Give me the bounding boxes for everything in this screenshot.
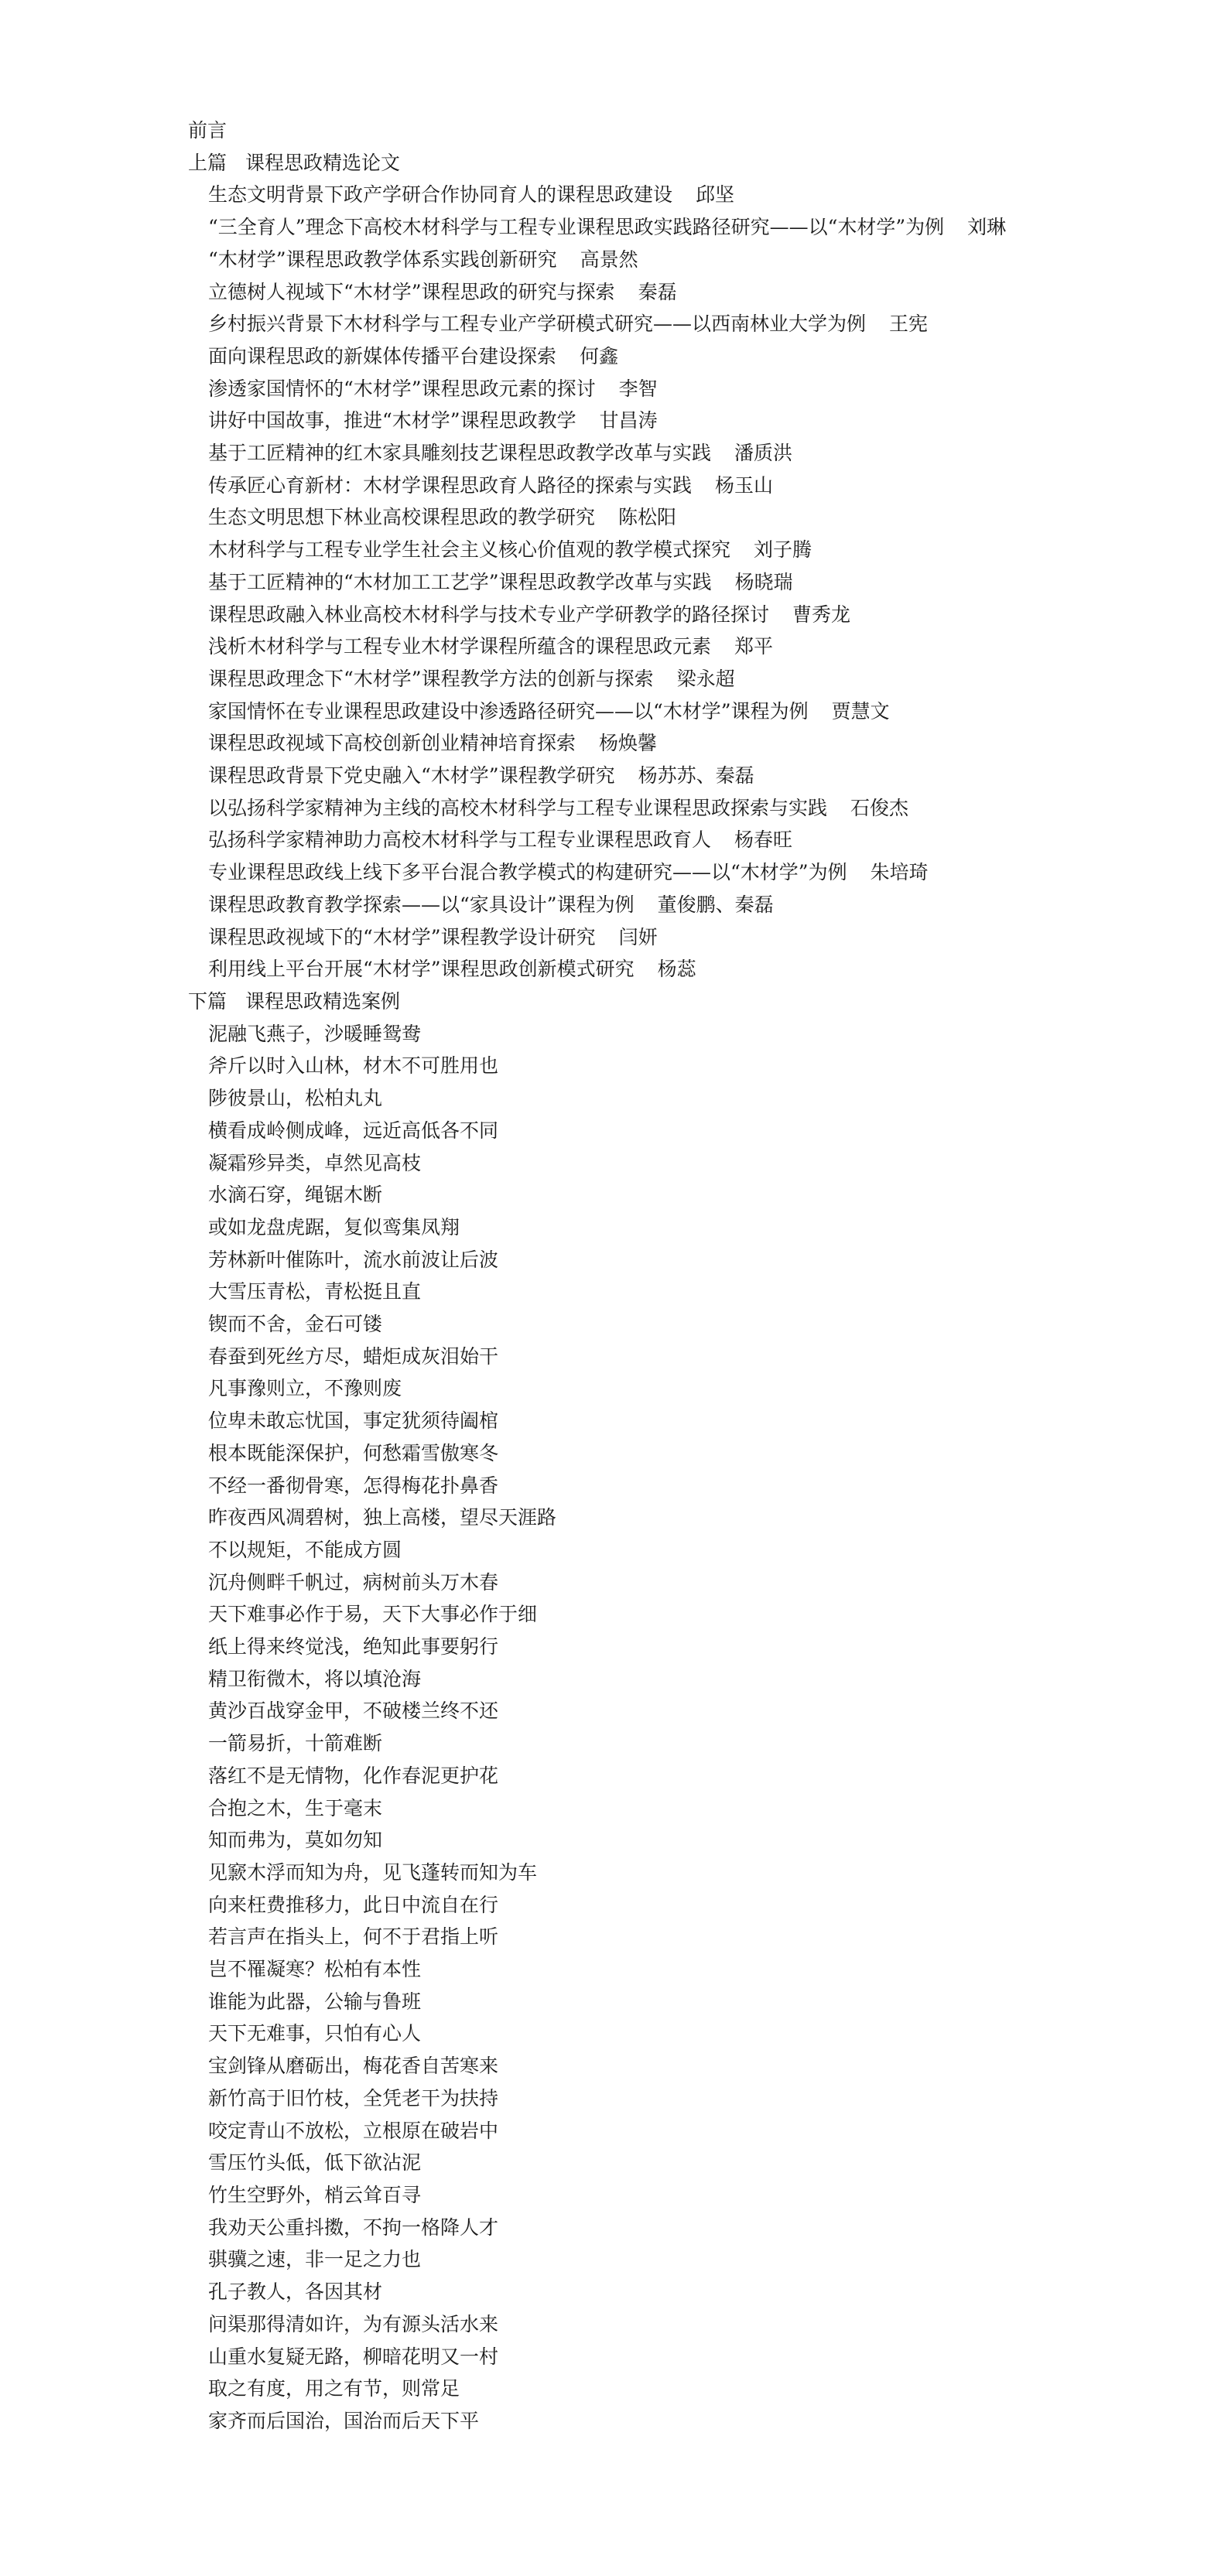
table-of-contents	[188, 114, 1055, 2438]
toc-entry-paper	[188, 373, 1055, 405]
entry-author: 曹秀龙	[792, 603, 851, 626]
toc-entry-paper	[188, 566, 1055, 599]
lower-part-label: 下篇	[188, 989, 227, 1013]
entry-title: 课程思政融入林业高校木材科学与技术专业产学研教学的路径探讨	[208, 603, 770, 626]
entry-title: 生态文明思想下林业高校课程思政的教学研究	[208, 506, 596, 529]
toc-entry-case: 山重水复疑无路，柳暗花明又一村	[208, 2345, 499, 2368]
toc-entry-paper	[188, 534, 1055, 566]
entry-title: 渗透家国情怀的“木材学”课程思政元素的探讨	[208, 377, 596, 400]
toc-entry-case: 合抱之木，生于毫末	[208, 1796, 383, 1819]
entry-title: 基于工匠精神的“木材加工工艺学”课程思政教学改革与实践	[208, 570, 712, 593]
entry-author: 陈松阳	[618, 506, 677, 529]
entry-author: 邱坚	[696, 183, 735, 207]
entry-title: 生态文明背景下政产学研合作协同育人的课程思政建设	[208, 183, 673, 207]
upper-part-heading	[188, 147, 1055, 179]
toc-entry-paper	[188, 276, 1055, 309]
entry-author: 杨蕊	[657, 958, 696, 981]
toc-entry-case: 不以规矩，不能成方圆	[208, 1538, 402, 1561]
toc-entry-case: 根本既能深保护，何愁霜雪傲寒冬	[208, 1441, 499, 1464]
entry-author: 杨苏苏、秦磊	[638, 764, 754, 787]
toc-entry-case: 锲而不舍，金石可镂	[208, 1313, 383, 1336]
lower-part-heading	[188, 986, 1055, 1018]
toc-entry-paper	[188, 630, 1055, 663]
toc-entry-case: 陟彼景山，松柏丸丸	[208, 1087, 383, 1110]
entry-title: 专业课程思政线上线下多平台混合教学模式的构建研究——以“木材学”为例	[208, 861, 847, 884]
toc-entry-case: 骐骥之速，非一足之力也	[208, 2248, 422, 2271]
toc-entry-paper	[188, 179, 1055, 211]
entry-title: 课程思政理念下“木材学”课程教学方法的创新与探索	[208, 667, 654, 690]
toc-entry-paper	[188, 953, 1055, 986]
toc-entry-case: 咬定青山不放松，立根原在破岩中	[208, 2119, 499, 2142]
toc-entry-case: 岂不罹凝寒？松柏有本性	[208, 1958, 422, 1981]
entry-title: 以弘扬科学家精神为主线的高校木材科学与工程专业课程思政探索与实践	[208, 796, 828, 819]
toc-entry-case: 大雪压青松，青松挺且直	[208, 1280, 422, 1303]
toc-entry-case: 天下难事必作于易，天下大事必作于细	[208, 1603, 538, 1626]
toc-entry-paper	[188, 211, 1055, 244]
toc-entry-case: 泥融飞燕子，沙暖睡鸳鸯	[208, 1022, 422, 1045]
entry-title: 课程思政背景下党史融入“木材学”课程教学研究	[208, 764, 615, 787]
toc-entry-case: 谁能为此器，公输与鲁班	[208, 1990, 422, 2013]
entry-title: 家国情怀在专业课程思政建设中渗透路径研究——以“木材学”课程为例	[208, 699, 809, 723]
entry-title: “三全育人”理念下高校木材科学与工程专业课程思政实践路径研究——以“木材学”为例	[208, 216, 945, 239]
toc-entry-case: 不经一番彻骨寒，怎得梅花扑鼻香	[208, 1474, 499, 1497]
entry-author: 杨焕馨	[599, 732, 658, 755]
toc-entry-case: 凝霜殄异类，卓然见高枝	[208, 1151, 422, 1174]
toc-entry-case: 黄沙百战穿金甲，不破楼兰终不还	[208, 1700, 499, 1723]
entry-author: 杨玉山	[715, 473, 774, 497]
upper-part-list	[188, 179, 1055, 986]
entry-author: 刘琳	[967, 216, 1007, 239]
toc-entry-paper	[188, 856, 1055, 889]
toc-entry-case: 芳林新叶催陈叶，流水前波让后波	[208, 1248, 499, 1271]
entry-author: 贾慧文	[831, 699, 890, 723]
toc-entry-case: 凡事豫则立，不豫则废	[208, 1377, 402, 1400]
toc-entry-case: 竹生空野外，梢云耸百寻	[208, 2184, 422, 2206]
toc-entry-case: 或如龙盘虎踞，复似鸾集凤翔	[208, 1215, 460, 1238]
toc-entry-case: 宝剑锋从磨砺出，梅花香自苦寒来	[208, 2055, 499, 2078]
entry-title: 乡村振兴背景下木材科学与工程专业产学研模式研究——以西南林业大学为例	[208, 313, 867, 336]
toc-entry-case: 取之有度，用之有节，则常足	[208, 2377, 460, 2400]
toc-entry-case: 春蚕到死丝方尽，蜡炬成灰泪始干	[208, 1344, 499, 1368]
entry-author: 刘子腾	[754, 538, 812, 562]
toc-entry-case: 问渠那得清如许，为有源头活水来	[208, 2312, 499, 2335]
toc-entry-case: 见窾木浮而知为舟，见飞蓬转而知为车	[208, 1860, 538, 1884]
toc-entry-case: 新竹高于旧竹枝，全凭老干为扶持	[208, 2086, 499, 2110]
entry-title: 基于工匠精神的红木家具雕刻技艺课程思政教学改革与实践	[208, 442, 712, 465]
entry-title: 立德树人视域下“木材学”课程思政的研究与探索	[208, 280, 615, 303]
toc-entry-paper	[188, 824, 1055, 856]
toc-entry-paper	[188, 727, 1055, 760]
entry-title: 课程思政教育教学探索——以“家具设计”课程为例	[208, 893, 635, 916]
entry-title: 传承匠心育新材：木材学课程思政育人路径的探索与实践	[208, 473, 693, 497]
toc-entry-paper	[188, 792, 1055, 825]
toc-entry-case: 向来枉费推移力，此日中流自在行	[208, 1893, 499, 1916]
entry-title: 浅析木材科学与工程专业木材学课程所蕴含的课程思政元素	[208, 635, 712, 658]
toc-entry-paper	[188, 470, 1055, 502]
entry-author: 李智	[618, 377, 658, 400]
entry-title: 利用线上平台开展“木材学”课程思政创新模式研究	[208, 958, 635, 981]
toc-entry-paper	[188, 889, 1055, 921]
toc-entry-paper	[188, 405, 1055, 437]
toc-entry-case: 横看成岭侧成峰，远近高低各不同	[208, 1119, 499, 1142]
entry-author: 秦磊	[638, 280, 677, 303]
toc-entry-case: 纸上得来终觉浅，绝知此事要躬行	[208, 1635, 499, 1659]
upper-part-title: 课程思政精选论文	[245, 151, 401, 174]
toc-entry-paper	[188, 501, 1055, 534]
toc-entry-case: 孔子教人，各因其材	[208, 2280, 383, 2304]
toc-entry-case: 水滴石穿，绳锯木断	[208, 1184, 383, 1207]
entry-title: “木材学”课程思政教学体系实践创新研究	[208, 248, 557, 271]
entry-author: 杨晓瑞	[734, 570, 793, 593]
toc-entry-paper	[188, 599, 1055, 631]
toc-entry-case: 知而弗为，莫如勿知	[208, 1829, 383, 1852]
entry-author: 闫妍	[618, 925, 658, 948]
entry-title: 讲好中国故事，推进“木材学”课程思政教学	[208, 409, 576, 432]
toc-entry-paper	[188, 921, 1055, 954]
entry-title: 木材科学与工程专业学生社会主义核心价值观的教学模式探究	[208, 538, 731, 562]
entry-author: 董俊鹏、秦磊	[657, 893, 774, 916]
upper-part-label: 上篇	[188, 151, 227, 174]
entry-author: 何鑫	[580, 344, 619, 367]
toc-entry-case: 昨夜西风凋碧树，独上高楼，望尽天涯路	[208, 1506, 557, 1529]
toc-entry-case: 家齐而后国治，国治而后天下平	[208, 2409, 480, 2432]
toc-entry-paper	[188, 663, 1055, 695]
toc-entry-case: 天下无难事，只怕有心人	[208, 2022, 422, 2045]
entry-author: 石俊杰	[850, 796, 909, 819]
toc-entry-case: 沉舟侧畔千帆过，病树前头万木春	[208, 1570, 499, 1594]
lower-part-list	[188, 1018, 1055, 2438]
toc-entry-case: 斧斤以时入山林，材木不可胜用也	[208, 1054, 499, 1078]
entry-author: 郑平	[734, 635, 774, 658]
entry-title: 课程思政视域下高校创新创业精神培育探索	[208, 732, 576, 755]
toc-entry-paper	[188, 760, 1055, 792]
entry-author: 高景然	[580, 248, 638, 271]
entry-author: 甘昌涛	[599, 409, 658, 432]
toc-entry-case: 雪压竹头低，低下欲沾泥	[208, 2151, 422, 2175]
lower-part-title: 课程思政精选案例	[245, 989, 401, 1013]
preface-heading: 前言	[188, 119, 227, 142]
toc-entry-paper	[188, 244, 1055, 276]
toc-entry-case: 精卫衔微木，将以填沧海	[208, 1667, 422, 1690]
toc-entry-case: 落红不是无情物，化作春泥更护花	[208, 1764, 499, 1787]
toc-entry-case: 我劝天公重抖擞，不拘一格降人才	[208, 2216, 499, 2239]
entry-author: 朱培琦	[870, 861, 929, 884]
entry-author: 杨春旺	[734, 828, 793, 852]
toc-entry-paper	[188, 695, 1055, 728]
toc-entry-paper	[188, 308, 1055, 340]
toc-entry-case: 一箭易折，十箭难断	[208, 1732, 383, 1755]
entry-title: 课程思政视域下的“木材学”课程教学设计研究	[208, 925, 596, 948]
entry-author: 梁永超	[676, 667, 735, 690]
entry-title: 面向课程思政的新媒体传播平台建设探索	[208, 344, 557, 367]
entry-author: 王宪	[889, 313, 929, 336]
entry-title: 弘扬科学家精神助力高校木材科学与工程专业课程思政育人	[208, 828, 712, 852]
entry-author: 潘质洪	[734, 442, 793, 465]
toc-entry-case: 位卑未敢忘忧国，事定犹须待阖棺	[208, 1409, 499, 1433]
toc-entry-paper	[188, 340, 1055, 373]
toc-entry-paper	[188, 437, 1055, 470]
toc-entry-case: 若言声在指头上，何不于君指上听	[208, 1925, 499, 1949]
